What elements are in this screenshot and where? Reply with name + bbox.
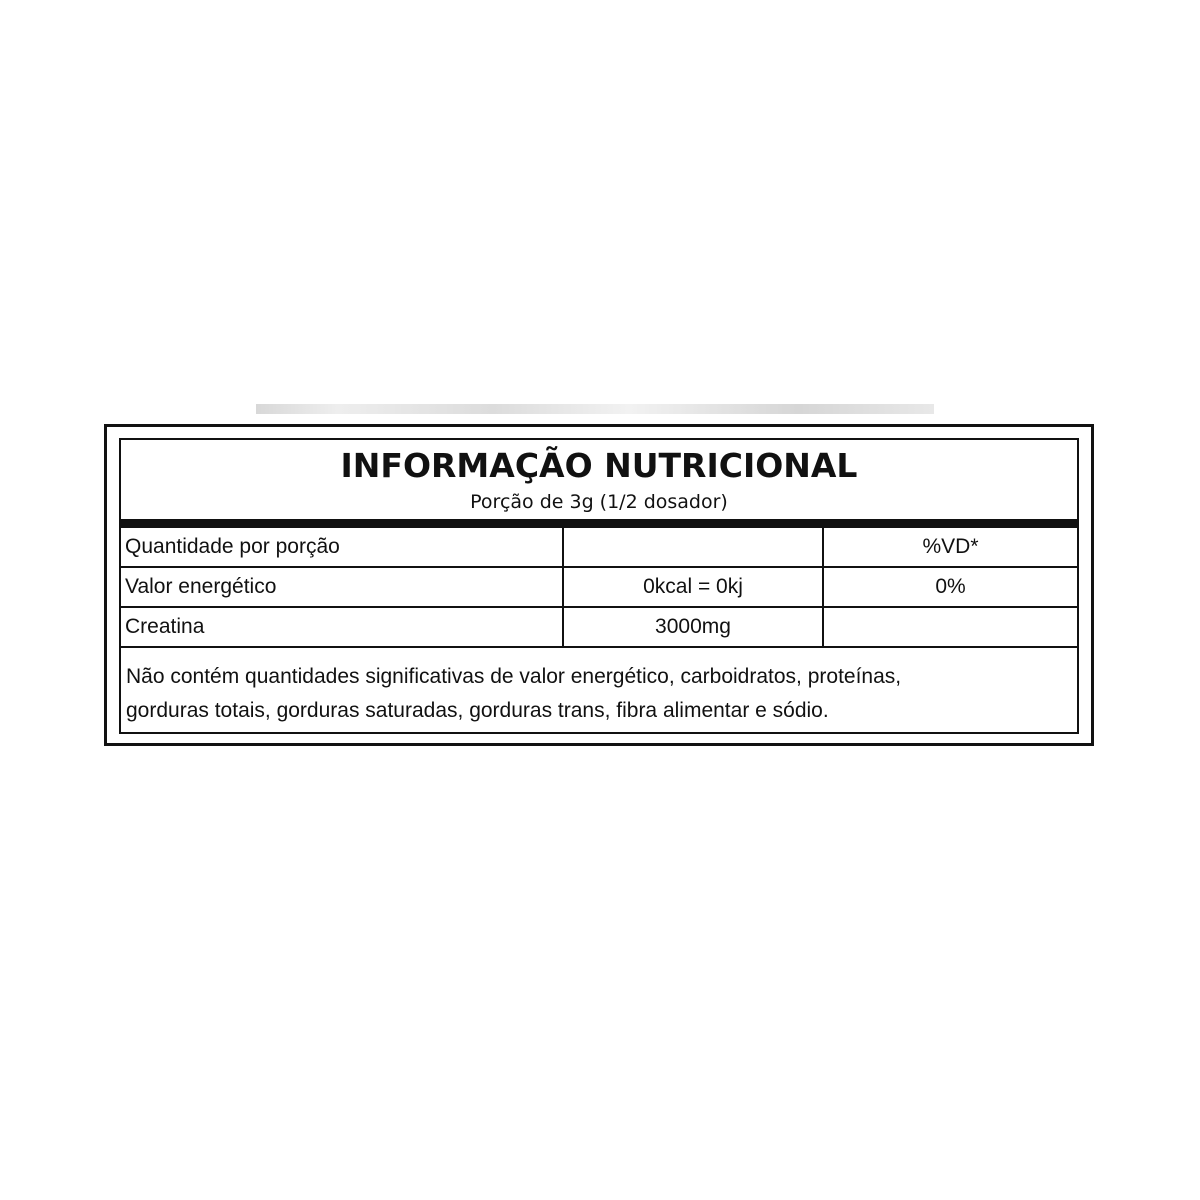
footnote [126,660,1071,728]
table-header-row [121,528,1077,567]
nutrient-vd: 0% [823,567,1077,607]
serving-size: Porção de 3g (1/2 dosador) [470,491,728,513]
scan-edge-strip [256,404,934,414]
nutrition-label [104,424,1094,746]
table-row [121,607,1077,647]
footnote-line: Não contém quantidades significativas de valor energético, carboidratos, proteínas, [126,665,902,688]
footnote-line: gorduras totais, gorduras saturadas, gorduras trans, fibra alimentar e sódio. [126,699,829,722]
thick-divider [121,519,1077,528]
header-vd: %VD* [823,528,1077,567]
header-quantity: Quantidade por porção [121,528,563,567]
nutrient-name: Creatina [121,607,563,647]
nutrition-label-inner-frame [119,438,1079,734]
header-amount [563,528,823,567]
nutrient-amount: 0kcal = 0kj [563,567,823,607]
label-title: INFORMAÇÃO NUTRICIONAL [340,446,858,485]
nutrition-table [121,528,1077,648]
table-row [121,567,1077,607]
nutrient-name: Valor energético [121,567,563,607]
nutrient-vd [823,607,1077,647]
nutrient-amount: 3000mg [563,607,823,647]
